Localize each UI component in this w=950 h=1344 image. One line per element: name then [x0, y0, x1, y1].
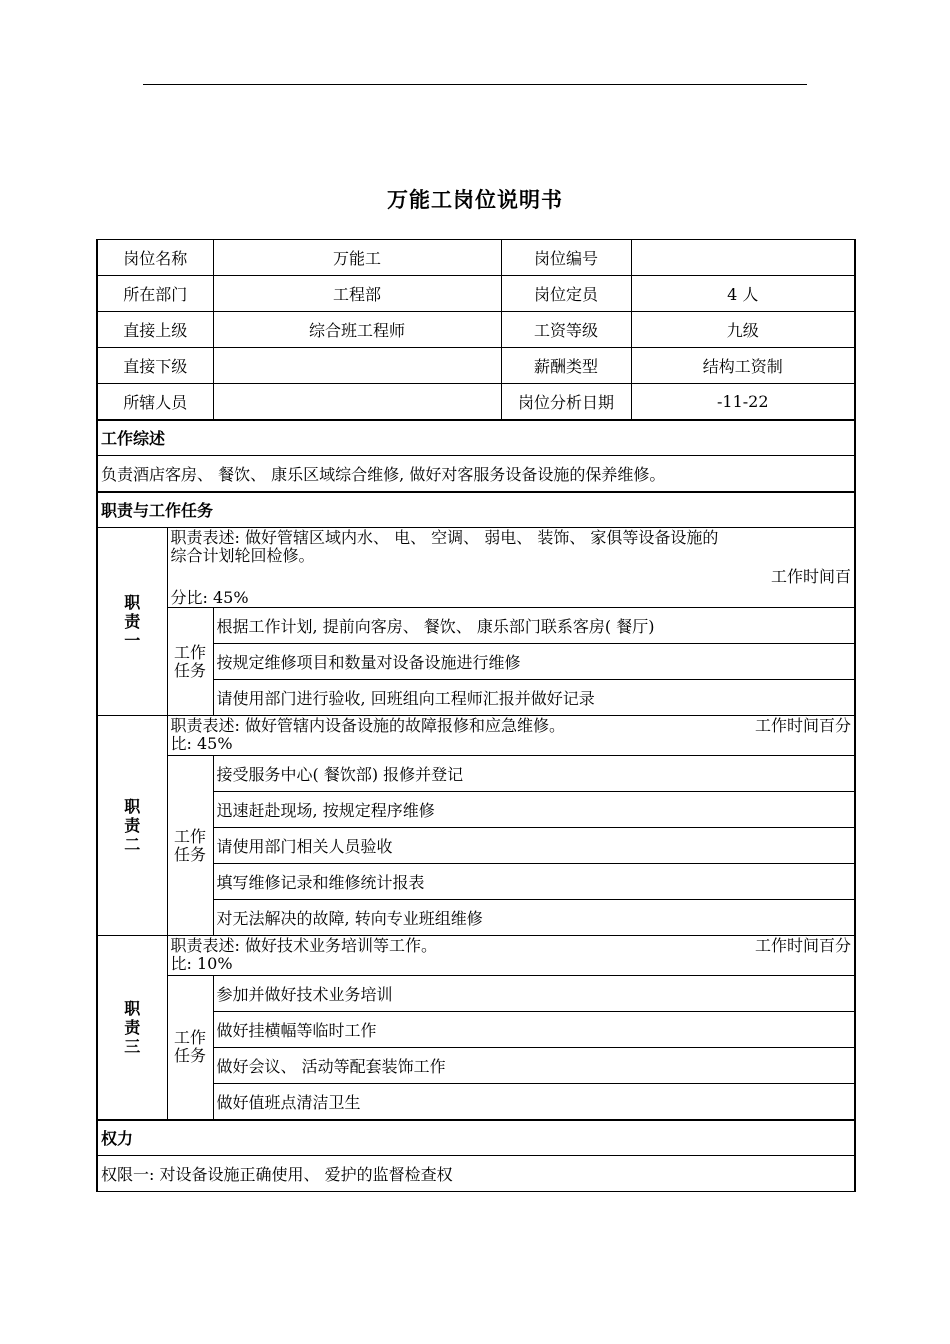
info-label: 岗位名称 [97, 240, 213, 276]
task-item: 请使用部门进行验收, 回班组向工程师汇报并做好记录 [213, 680, 855, 716]
task-item: 做好挂横幅等临时工作 [213, 1012, 855, 1048]
summary-heading: 工作综述 [97, 420, 855, 456]
task-item: 请使用部门相关人员验收 [213, 828, 855, 864]
task-item: 参加并做好技术业务培训 [213, 976, 855, 1012]
task-label: 工作 任务 [167, 756, 213, 936]
job-description-table [96, 239, 856, 1192]
info-row [97, 276, 855, 312]
info-label: 岗位定员 [501, 276, 631, 312]
duty-description: 职责表述: 做好管辖区域内水、 电、 空调、 弱电、 装饰、 家俱等设备设施的 综合计划轮回检修。 工作时间百 分比: 45% [167, 528, 855, 608]
info-value: 万能工 [213, 240, 501, 276]
duty-label: 职 责 二 [97, 716, 167, 936]
info-label: 所辖人员 [97, 384, 213, 420]
duties-heading: 职责与工作任务 [97, 492, 855, 528]
authority-heading: 权力 [97, 1120, 855, 1156]
task-item: 按规定维修项目和数量对设备设施进行维修 [213, 644, 855, 680]
duty-label: 职 责 一 [97, 528, 167, 716]
info-value: 工程部 [213, 276, 501, 312]
task-item: 接受服务中心( 餐饮部) 报修并登记 [213, 756, 855, 792]
summary-text: 负责酒店客房、 餐饮、 康乐区域综合维修, 做好对客服务设备设施的保养维修。 [97, 456, 855, 492]
task-item: 根据工作计划, 提前向客房、 餐饮、 康乐部门联系客房( 餐厅) [213, 608, 855, 644]
header-rule [143, 84, 807, 85]
info-value [213, 348, 501, 384]
task-item: 做好会议、 活动等配套装饰工作 [213, 1048, 855, 1084]
task-item: 填写维修记录和维修统计报表 [213, 864, 855, 900]
info-label: 所在部门 [97, 276, 213, 312]
info-value: 综合班工程师 [213, 312, 501, 348]
info-label: 薪酬类型 [501, 348, 631, 384]
task-item: 对无法解决的故障, 转向专业班组维修 [213, 900, 855, 936]
task-label: 工作 任务 [167, 608, 213, 716]
info-label: 直接上级 [97, 312, 213, 348]
task-label: 工作 任务 [167, 976, 213, 1120]
info-row [97, 240, 855, 276]
task-item: 做好值班点清洁卫生 [213, 1084, 855, 1120]
info-value: -11-22 [631, 384, 855, 420]
page-title: 万能工岗位说明书 [387, 188, 563, 212]
duty-description: 职责表述: 做好管辖内设备设施的故障报修和应急维修。 工作时间百分 比: 45% [167, 716, 855, 756]
authority-item: 权限一: 对设备设施正确使用、 爱护的监督检查权 [97, 1156, 855, 1192]
info-label: 岗位编号 [501, 240, 631, 276]
info-label: 岗位分析日期 [501, 384, 631, 420]
info-label: 直接下级 [97, 348, 213, 384]
info-row [97, 312, 855, 348]
info-row [97, 348, 855, 384]
info-value: 4 人 [631, 276, 855, 312]
duty-description: 职责表述: 做好技术业务培训等工作。 工作时间百分 比: 10% [167, 936, 855, 976]
info-value [631, 240, 855, 276]
info-label: 工资等级 [501, 312, 631, 348]
info-row [97, 384, 855, 420]
task-item: 迅速赶赴现场, 按规定程序维修 [213, 792, 855, 828]
info-value [213, 384, 501, 420]
info-value: 结构工资制 [631, 348, 855, 384]
duty-label: 职 责 三 [97, 936, 167, 1120]
info-value: 九级 [631, 312, 855, 348]
